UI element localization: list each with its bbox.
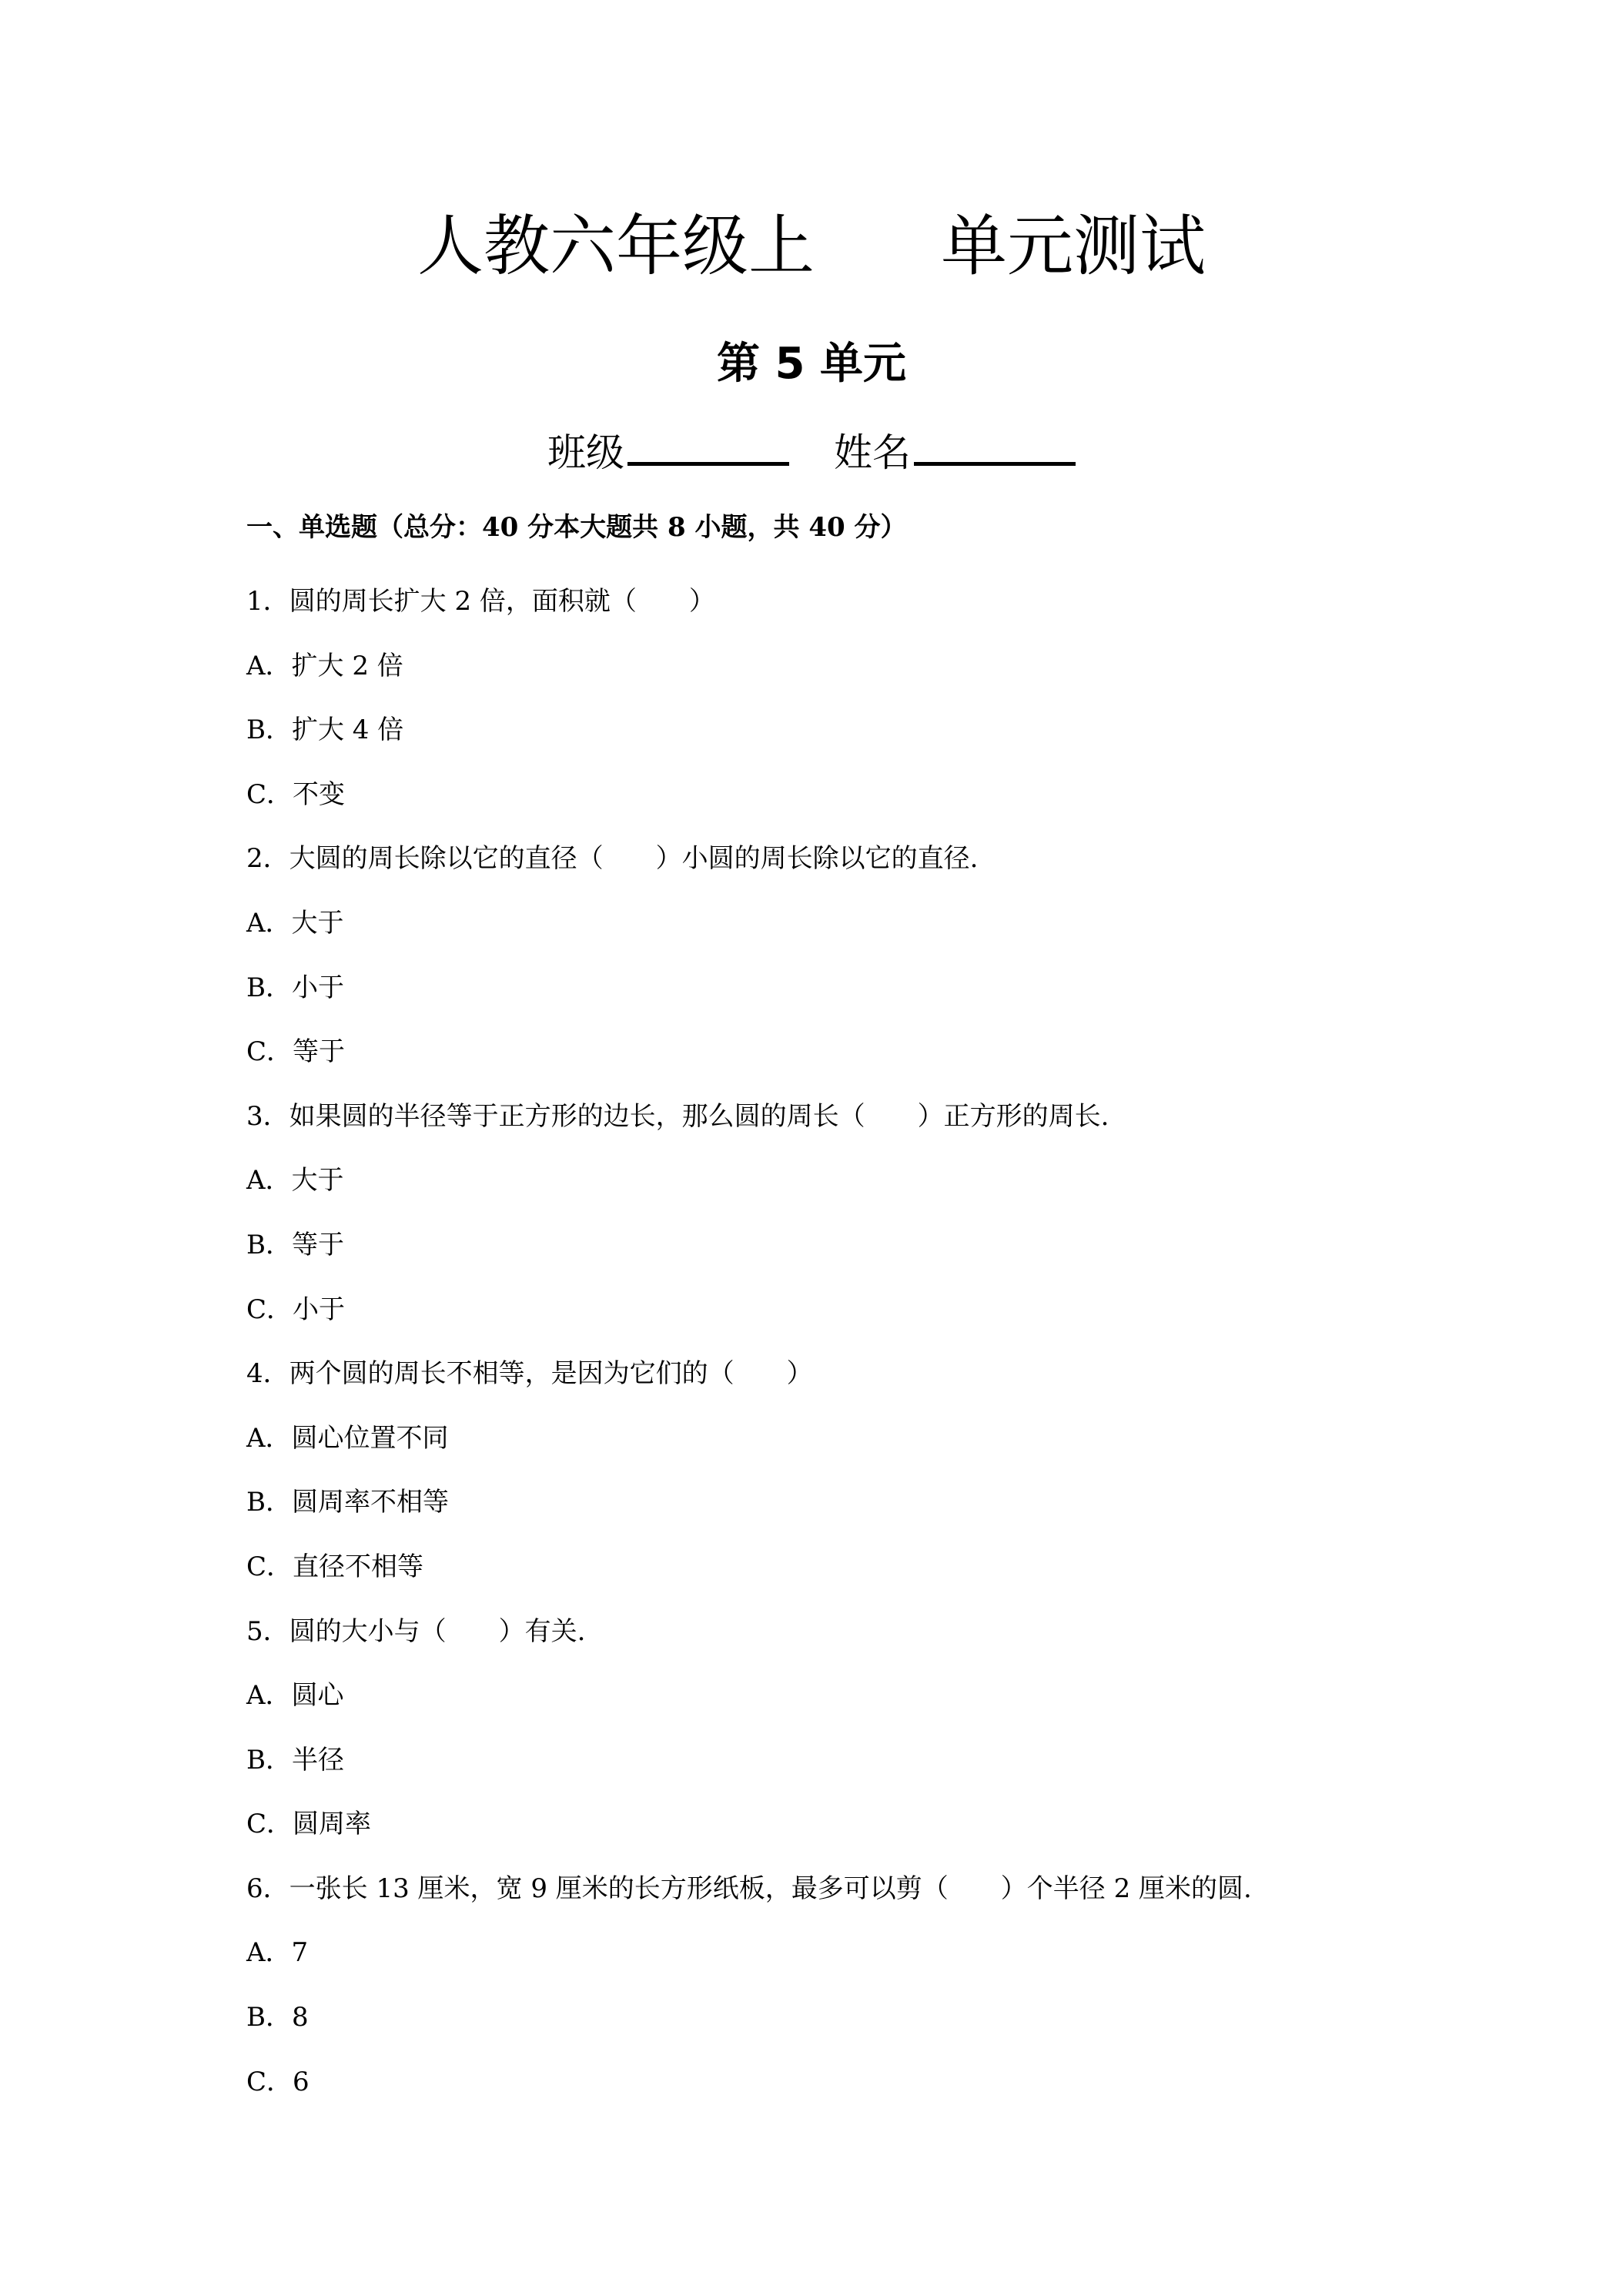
question-list [246,570,1401,2114]
page-title: 人教六年级上 单元测试 [417,208,1206,285]
option-b: B．半径 [246,1744,344,1776]
class-blank [627,423,789,466]
option-b: B．圆周率不相等 [246,1487,449,1518]
question-stem: 3．如果圆的半径等于正方形的边长，那么圆的周长（ ）正方形的周长. [246,1100,1109,1132]
option-a: A．7 [246,1937,309,1969]
option-c: C．不变 [246,778,346,810]
option-b: B．8 [246,2002,309,2033]
question-stem: 1．圆的周长扩大 2 倍，面积就（ ） [246,586,715,617]
question-5 [246,1600,1401,1857]
question-stem: 2．大圆的周长除以它的直径（ ）小圆的周长除以它的直径. [246,843,979,875]
option-b: B．小于 [246,972,344,1003]
option-a: A．大于 [246,907,344,939]
question-stem: 4．两个圆的周长不相等，是因为它们的（ ） [246,1358,813,1390]
question-4 [246,1342,1401,1599]
option-b: B．等于 [246,1229,344,1260]
option-c: C．小于 [246,1294,346,1325]
option-b: B．扩大 4 倍 [246,715,404,746]
unit-subtitle: 第 5 单元 [717,339,906,389]
question-2 [246,827,1401,1084]
option-c: C．等于 [246,1036,346,1068]
option-a: A．扩大 2 倍 [246,650,403,681]
option-c: C．圆周率 [246,1809,372,1840]
question-stem: 5．圆的大小与（ ）有关. [246,1615,586,1647]
class-label: 班级 [547,430,624,475]
question-1 [246,570,1401,827]
option-c: C．6 [246,2066,310,2097]
section-heading: 一、单选题（总分：40 分本大题共 8 小题，共 40 分） [246,512,907,543]
option-c: C．直径不相等 [246,1551,424,1582]
question-3 [246,1085,1401,1342]
option-a: A．圆心位置不同 [246,1422,449,1454]
student-info-fields [0,423,1623,480]
name-label: 姓名 [834,430,911,475]
option-a: A．圆心 [246,1680,344,1712]
question-stem: 6．一张长 13 厘米，宽 9 厘米的长方形纸板，最多可以剪（ ）个半径 2 厘米的圆. [246,1873,1252,1904]
option-a: A．大于 [246,1165,344,1197]
name-blank [914,423,1076,466]
question-6 [246,1857,1401,2114]
